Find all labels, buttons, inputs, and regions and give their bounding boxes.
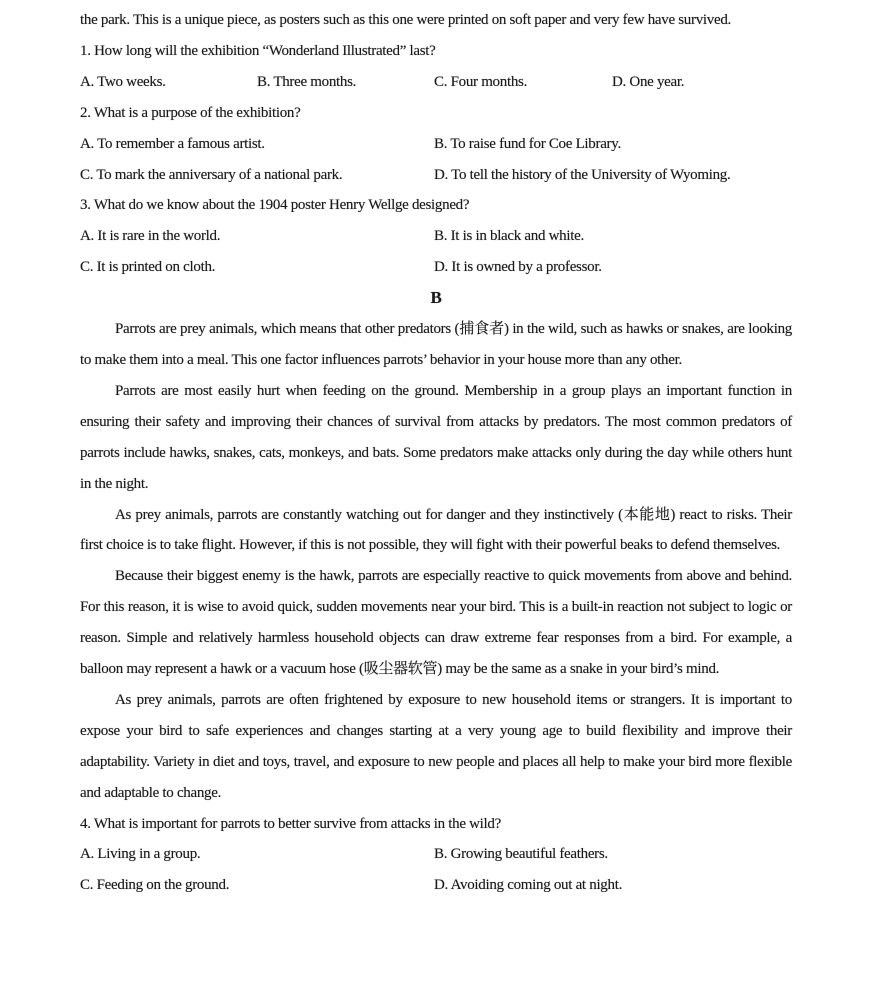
passage-b-paragraph-3: As prey animals, parrots are constantly watching out for danger and they instinctively (本能地) react to risks. Their first choice is to take flight. However, if this is not possible, they will fight with their powerful beaks to defend themselves. — [80, 506, 792, 554]
question-3-option-d: D. It is owned by a professor. — [434, 259, 602, 276]
question-3-options-row-2 — [80, 252, 792, 283]
question-1-text: 1. How long will the exhibition “Wonderland Illustrated” last? — [80, 42, 436, 59]
question-3-option-c: C. It is printed on cloth. — [80, 259, 216, 276]
question-1-option-a: A. Two weeks. — [80, 73, 166, 90]
question-4-options-row-2 — [80, 870, 792, 901]
passage-b-paragraph-4: Because their biggest enemy is the hawk, parrots are especially reactive to quick movements from above and behind. For this reason, it is wise to avoid quick, sudden movements near your bird. This is a built-in reaction not subject to logic or reason. Simple and relatively harmless household objects can draw extreme fear responses from a bird. For example, a balloon may represent a hawk or a vacuum hose (吸尘器软管) may be the same as a snake in your bird’s mind. — [80, 568, 792, 678]
passage-b-paragraph-5: As prey animals, parrots are often frightened by exposure to new household items or strangers. It is important to expose your bird to safe experiences and changes starting at a very young age to build flexibility and improve their adaptability. Variety in diet and toys, travel, and exposure to new people and places all help to make your bird more flexible and adaptable to change. — [80, 691, 792, 801]
question-4-option-a: A. Living in a group. — [80, 846, 201, 863]
question-2-text: 2. What is a purpose of the exhibition? — [80, 104, 301, 121]
passage-b-paragraph-1: Parrots are prey animals, which means that other predators (捕食者) in the wild, such as hawks or snakes, are looking to make them into a meal. This one factor influences parrots’ behavior in your house more than any other. — [80, 321, 792, 368]
question-2-options-row-2 — [80, 160, 792, 191]
question-2-option-c: C. To mark the anniversary of a national park. — [80, 166, 343, 183]
question-2-option-d: D. To tell the history of the University of Wyoming. — [434, 166, 731, 183]
question-4-option-b: B. Growing beautiful feathers. — [434, 846, 608, 863]
question-3-option-a: A. It is rare in the world. — [80, 228, 221, 245]
passage-a-last-line: the park. This is a unique piece, as posters such as this one were printed on soft paper and very few have survived. — [80, 12, 731, 28]
question-4-option-c: C. Feeding on the ground. — [80, 877, 230, 894]
question-1-option-b: B. Three months. — [257, 73, 357, 90]
question-2-options-row-1 — [80, 129, 792, 160]
question-3-text: 3. What do we know about the 1904 poster Henry Wellge designed? — [80, 197, 470, 214]
question-1-option-c: C. Four months. — [434, 73, 528, 90]
question-1-options — [80, 67, 792, 98]
question-1-option-d: D. One year. — [612, 73, 685, 90]
question-4-text: 4. What is important for parrots to better survive from attacks in the wild? — [80, 815, 501, 832]
question-3-option-b: B. It is in black and white. — [434, 228, 584, 245]
question-2-option-b: B. To raise fund for Coe Library. — [434, 135, 621, 152]
passage-b-paragraph-2: Parrots are most easily hurt when feeding on the ground. Membership in a group plays an important function in ensuring their safety and improving their chances of survival from attacks by predators. The most common predators of parrots include hawks, snakes, cats, monkeys, and bats. Some predators make attacks only during the day while others hunt in the night. — [80, 382, 792, 492]
section-b-heading: B — [430, 288, 442, 308]
question-2-option-a: A. To remember a famous artist. — [80, 135, 265, 152]
question-3-options-row-1 — [80, 221, 792, 252]
question-4-option-d: D. Avoiding coming out at night. — [434, 877, 623, 894]
question-4-options-row-1 — [80, 839, 792, 870]
